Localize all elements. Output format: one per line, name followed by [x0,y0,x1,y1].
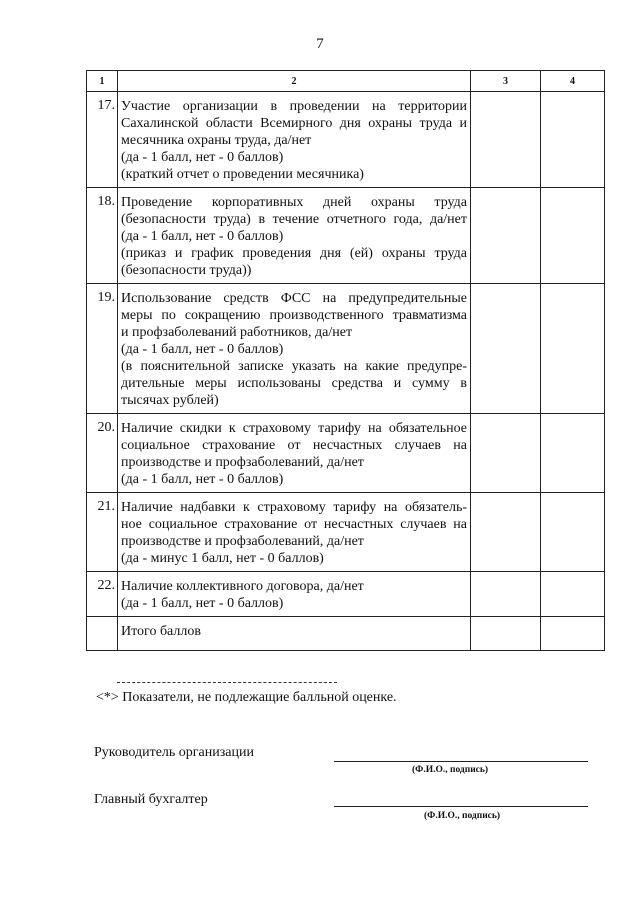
row-description [118,188,471,284]
score-cell-col3 [471,572,541,617]
score-cell-col4 [541,414,605,493]
row-text-line: (да - 1 балл, нет - 0 баллов) [121,150,284,165]
row-number: 20. [87,414,118,493]
row-number: 18. [87,188,118,284]
row-text-line: (да - 1 балл, нет - 0 баллов) [121,342,284,357]
row-text-line: производстве и профзаболеваний, да/нет [121,534,364,549]
score-cell-col3 [471,92,541,188]
row-text-line: производстве и профзаболеваний, да/нет [121,455,364,470]
row-text-line: Наличие коллективного договора, да/нет [121,579,364,594]
row-text-line: (безопасности труда) в течение отчетного года, да/нет [121,212,467,227]
total-row [87,617,605,651]
score-cell-col4 [541,572,605,617]
row-description [118,572,471,617]
header-col-2: 2 [118,71,471,92]
row-text-line: (да - минус 1 балл, нет - 0 баллов) [121,551,324,566]
row-text-line: (да - 1 балл, нет - 0 баллов) [121,229,284,244]
row-text-line: (в пояснительной записке указать на какие предупре- [121,359,467,374]
row-text-line: и профзаболеваний работников, да/нет [121,325,353,340]
row-text-line: (да - 1 балл, нет - 0 баллов) [121,472,284,487]
score-cell-col3 [471,188,541,284]
signature-caption-accountant: (Ф.И.О., подпись) [424,811,501,821]
total-cell-col4 [541,617,605,651]
row-text-line: Использование средств ФСС на предупредительные [121,291,467,306]
row-text-line: меры по сокращению производственного травматизма [121,308,467,323]
table-row [87,572,605,617]
score-cell-col4 [541,188,605,284]
table-row [87,188,605,284]
row-text-line: (да - 1 балл, нет - 0 баллов) [121,596,284,611]
table-row [87,284,605,414]
row-number-empty [87,617,118,651]
score-table [86,70,605,651]
signature-label-accountant: Главный бухгалтер [94,792,208,807]
row-text-line: (приказ и график проведения дня (ей) охраны труда [121,246,467,261]
total-cell-col3 [471,617,541,651]
header-col-4: 4 [541,71,605,92]
signature-caption-director: (Ф.И.О., подпись) [412,765,489,775]
score-cell-col3 [471,284,541,414]
row-text-line: Наличие скидки к страховому тарифу на обязательное [121,421,467,436]
signature-line-accountant [334,806,588,807]
row-description [118,414,471,493]
table-row [87,493,605,572]
row-number: 19. [87,284,118,414]
row-text-line: месячника охраны труда, да/нет [121,133,312,148]
score-cell-col3 [471,493,541,572]
score-cell-col4 [541,92,605,188]
header-col-1: 1 [87,71,118,92]
row-text-line: (безопасности труда)) [121,263,252,278]
score-cell-col4 [541,493,605,572]
score-cell-col4 [541,284,605,414]
page-number: 7 [316,36,324,52]
row-description [118,284,471,414]
table-row [87,92,605,188]
signature-label-director: Руководитель организации [94,745,254,760]
row-description [118,92,471,188]
row-text-line: Участие организации в проведении на территории [121,99,467,114]
header-col-3: 3 [471,71,541,92]
row-text-line: Наличие надбавки к страховому тарифу на обязатель- [121,500,467,515]
row-text-line: Сахалинской области Всемирного дня охраны труда и [121,116,467,131]
total-label: Итого баллов [118,617,471,651]
row-text-line: тысячах рублей) [121,393,219,408]
footnote-divider [117,682,337,683]
table-row [87,414,605,493]
row-text-line: дительные меры использованы средства и сумму в [121,376,467,391]
signature-line-director [334,761,588,762]
row-text-line: социальное страхование от несчастных случаев на [121,438,467,453]
footnote-text: <*> Показатели, не подлежащие балльной оценке. [96,690,397,705]
score-cell-col3 [471,414,541,493]
row-number: 21. [87,493,118,572]
row-number: 22. [87,572,118,617]
row-text-line: (краткий отчет о проведении месячника) [121,167,364,182]
row-number: 17. [87,92,118,188]
row-text-line: ное социальное страхование от несчастных случаев на [121,517,467,532]
row-text-line: Проведение корпоративных дней охраны труда [121,195,467,210]
table-header-row [87,71,605,92]
row-description [118,493,471,572]
